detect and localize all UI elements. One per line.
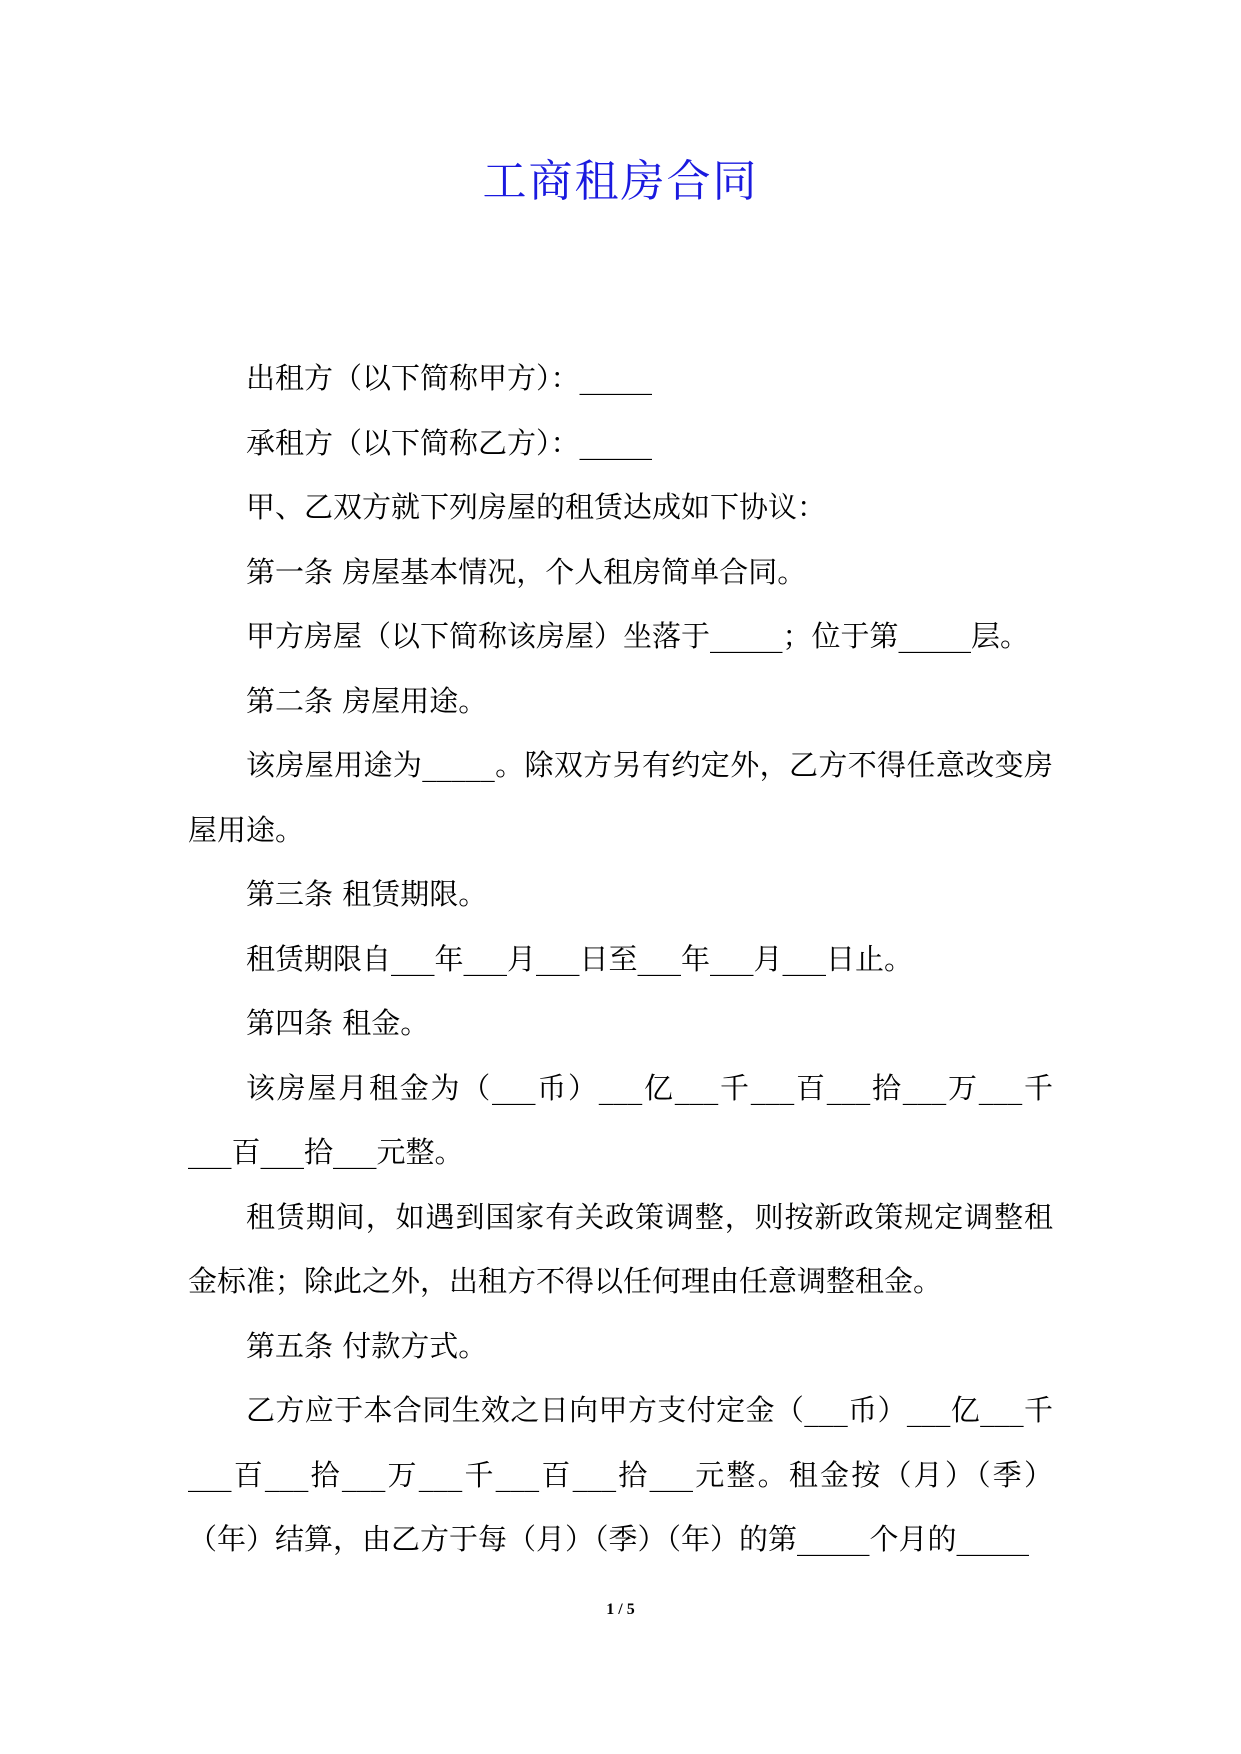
article-4-body-adjustment: 租赁期间，如遇到国家有关政策调整，则按新政策规定调整租金标准；除此之外，出租方不得以任何理由任意调整租金。 (188, 1199, 1053, 1298)
document-title: 工商租房合同 (482, 156, 759, 207)
document-body (188, 346, 1053, 1572)
page-number: 1 / 5 (606, 1601, 635, 1618)
article-1-heading: 第一条 房屋基本情况，个人租房简单合同。 (246, 554, 807, 589)
paragraph-lessor: 出租方（以下简称甲方）：_____ (246, 361, 653, 395)
article-4-heading: 第四条 租金。 (246, 1006, 430, 1040)
article-3-body: 租赁期限自___年___月___日至___年___月___日止。 (246, 941, 914, 976)
article-1-body: 甲方房屋（以下简称该房屋）坐落于_____；位于第_____层。 (246, 619, 1030, 653)
article-4-body-rent: 该房屋月租金为（___币）___亿___千___百___拾___万___千___百___拾___元整。 (188, 1070, 1053, 1169)
article-3-heading: 第三条 租赁期限。 (246, 877, 488, 911)
article-5-heading: 第五条 付款方式。 (246, 1328, 488, 1363)
article-2-heading: 第二条 房屋用途。 (246, 683, 488, 718)
article-2-body: 该房屋用途为_____。除双方另有约定外，乙方不得任意改变房屋用途。 (188, 748, 1053, 847)
paragraph-agreement-intro: 甲、乙双方就下列房屋的租赁达成如下协议： (246, 490, 827, 524)
article-5-body: 乙方应于本合同生效之日向甲方支付定金（___币）___亿___千___百___拾___万___千___百___拾___元整。租金按（月）（季）（年）结算，由乙方于每（月）（季）（年）的第_____个月的_____ (188, 1393, 1053, 1556)
paragraph-lessee: 承租方（以下简称乙方）：_____ (246, 425, 653, 460)
